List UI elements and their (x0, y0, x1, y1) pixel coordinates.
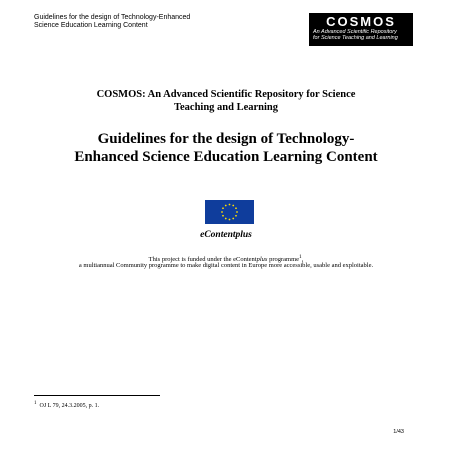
cosmos-logo (309, 13, 413, 46)
eu-flag-icon (205, 200, 254, 224)
logo-wordmark: COSMOS (326, 14, 396, 29)
eu-star-icon (235, 215, 237, 217)
funding-suffix: programme (267, 256, 300, 264)
funding-line-1: This project is funded under the eContentplus programme$^1$, (148, 254, 304, 264)
eu-star-icon (236, 211, 238, 213)
footnote-text: OJ L 79, 24.3.2005, p. 1. (39, 403, 100, 409)
logo-tagline-2: for Science Teaching and Learning (313, 35, 398, 41)
programme-name-prefix: eContent (200, 230, 236, 240)
document-title (0, 88, 452, 114)
programme-name-suffix: plus (235, 230, 252, 240)
funding-plus: plus (256, 256, 268, 264)
eu-star-icon (225, 205, 227, 207)
footnote-reference[interactable]: 1 (299, 254, 302, 260)
running-header (34, 14, 190, 30)
footnote (34, 400, 99, 410)
eu-star-icon (222, 207, 224, 209)
document-subtitle (0, 130, 452, 166)
funding-prefix: This project is funded under the eContent (148, 256, 257, 264)
eu-star-icon (232, 205, 234, 207)
eu-star-icon (222, 215, 224, 217)
eu-star-icon (229, 204, 231, 206)
programme-name (0, 230, 452, 240)
funding-line-2: a multiannual Community programme to make digital content in Europe more accessible, usable and exploitable. (78, 262, 374, 269)
eu-star-icon (235, 207, 237, 209)
footnote-mark: 1 (34, 401, 37, 406)
eu-star-icon (232, 218, 234, 220)
document-title-line-1: COSMOS: An Advanced Scientific Repository for Science (96, 89, 356, 100)
logo-tagline-1: An Advanced Scientific Repository (313, 29, 397, 35)
page-number: 1/43 (393, 429, 404, 435)
footnote-divider (34, 395, 160, 396)
eu-star-icon (229, 219, 231, 221)
eu-star-icon (225, 218, 227, 220)
document-subtitle-line-2: Enhanced Science Education Learning Content (74, 149, 378, 165)
document-title-line-2: Teaching and Learning (173, 102, 279, 113)
header-line-1: Guidelines for the design of Technology-Enhanced (34, 14, 191, 21)
eu-star-icon (221, 211, 223, 213)
document-subtitle-line-1: Guidelines for the design of Technology- (97, 131, 355, 147)
header-line-2: Science Education Learning Content (34, 22, 148, 29)
